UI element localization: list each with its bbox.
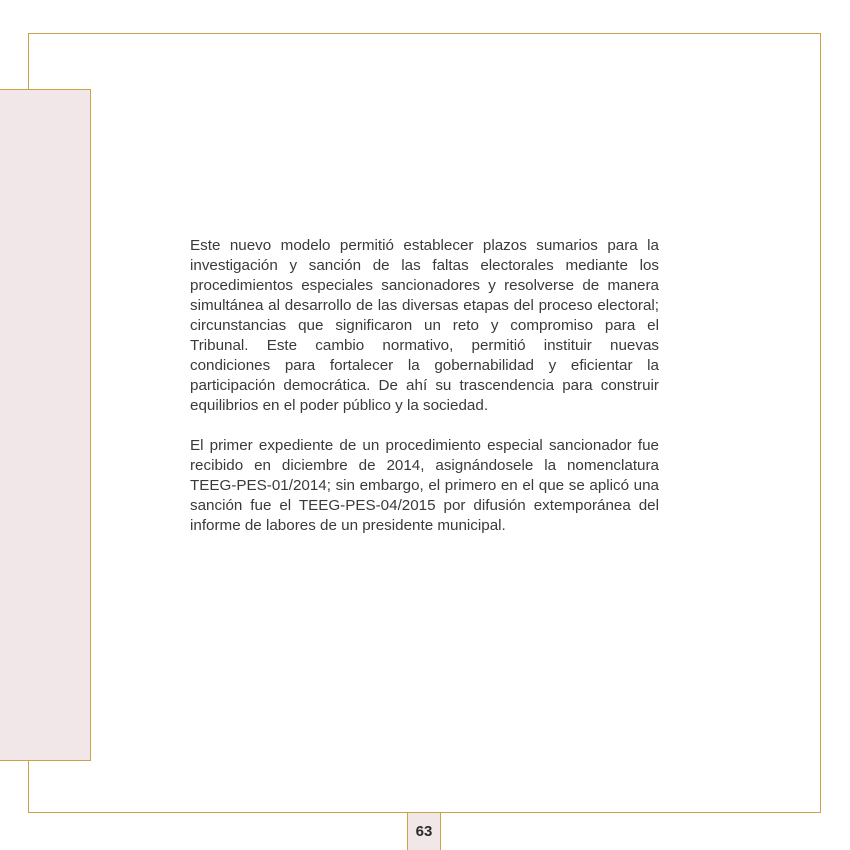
page-number-tab	[407, 813, 441, 850]
side-decorative-panel	[0, 89, 91, 761]
body-text	[190, 236, 659, 536]
paragraph-1: Este nuevo modelo permitió establecer plazos sumarios para la investigación y sanción de las faltas electorales mediante los procedimientos especiales sancionadores y resolverse de manera simultánea al desarrollo de las diversas etapas del proceso electoral; circunstancias que significaron un reto y compromiso para el Tribunal. Este cambio normativo, permitió instituir nuevas condiciones para fortalecer la gobernabilidad y eficientar la participación democrática. De ahí su trascendencia para construir equilibrios en el poder público y la sociedad.	[190, 237, 659, 414]
page-number: 63	[415, 823, 433, 840]
paragraph-2: El primer expediente de un procedimiento especial sancionador fue recibido en diciembre de 2014, asignándosele la nomenclatura TEEG-PES-01/2014; sin embargo, el primero en el que se aplicó una sanción fue el TEEG-PES-04/2015 por difusión extemporánea del informe de labores de un presidente municipal.	[190, 437, 659, 534]
